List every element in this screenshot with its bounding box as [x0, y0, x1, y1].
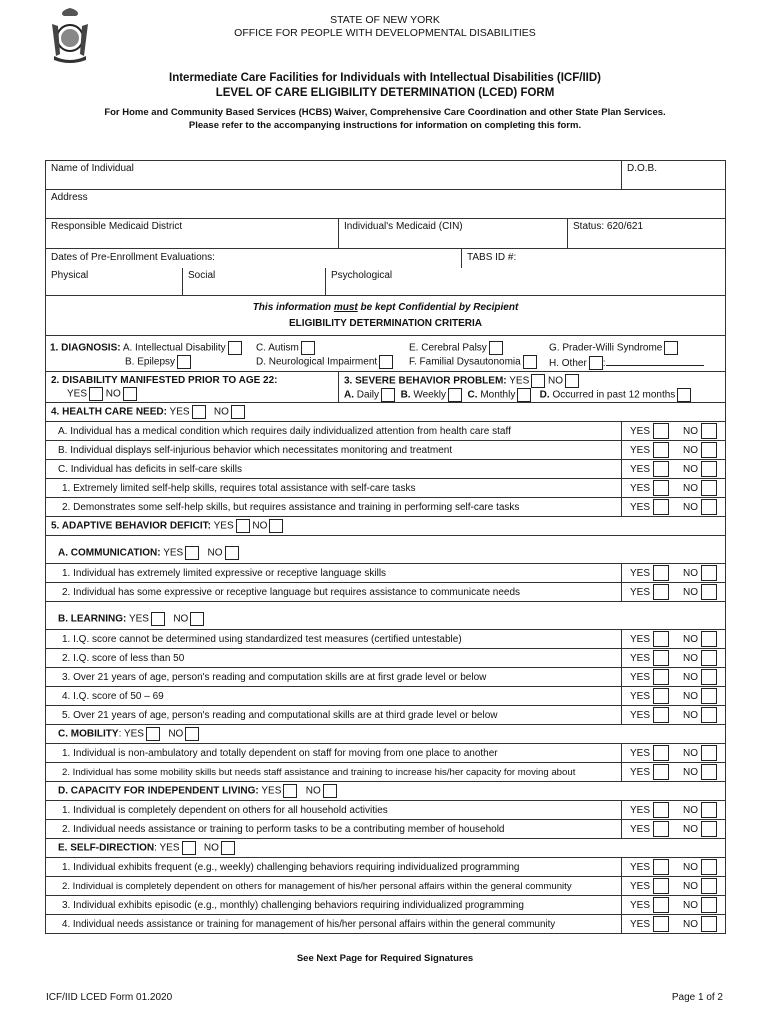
learn5-no-checkbox[interactable] — [701, 707, 717, 723]
comm1-no-checkbox[interactable] — [701, 565, 717, 581]
q4c1-no-checkbox[interactable] — [701, 480, 717, 496]
self1-no-checkbox[interactable] — [701, 859, 717, 875]
cap1-no-checkbox[interactable] — [701, 802, 717, 818]
self-item-1: 1. Individual exhibits frequent (e.g., weekly) challenging behaviors requiring individualized programming — [46, 858, 622, 877]
learn3-yes-checkbox[interactable] — [653, 669, 669, 685]
subtitle-line-1: For Home and Community Based Services (HCBS) Waiver, Comprehensive Care Coordination and other State Plan Services. — [104, 107, 666, 118]
mobility-heading: C. MOBILITY: YES NO — [46, 725, 726, 744]
title-line-2: LEVEL OF CARE ELIGIBILITY DETERMINATION (LCED) FORM — [215, 87, 555, 99]
next-page-note: See Next Page for Required Signatures — [296, 953, 474, 964]
form-version: ICF/IID LCED Form 01.2020 — [46, 992, 173, 1003]
self2-no-checkbox[interactable] — [701, 878, 717, 894]
dx-dysautonomia-checkbox[interactable] — [523, 355, 537, 369]
tabs-id-field[interactable]: TABS ID #: — [467, 252, 517, 263]
learn2-no-checkbox[interactable] — [701, 650, 717, 666]
q2-yes-checkbox[interactable] — [89, 387, 103, 401]
self-item-2: 2. Individual is completely dependent on others for management of his/her personal affairs within the general community — [46, 877, 622, 896]
q4-item-a: A. Individual has a medical condition which requires daily individualized attention from health care staff — [46, 422, 622, 441]
learn-item-3: 3. Over 21 years of age, person's reading and computation skills are at first grade level or below — [46, 668, 622, 687]
mob1-yes-checkbox[interactable] — [653, 745, 669, 761]
q4a-no-checkbox[interactable] — [701, 423, 717, 439]
comm-item-1: 1. Individual has extremely limited expressive or receptive language skills — [46, 564, 622, 583]
q4-yes-checkbox[interactable] — [192, 405, 206, 419]
address-field[interactable]: Address — [46, 190, 726, 219]
mob2-no-checkbox[interactable] — [701, 764, 717, 780]
cap-item-1: 1. Individual is completely dependent on others for all household activities — [46, 801, 622, 820]
self4-no-checkbox[interactable] — [701, 916, 717, 932]
lced-form-table: Name of Individual D.O.B. Address Responsible Medicaid District Individual's Medicaid (CIN) Status: 620/621 Dates of Pre-Enrollment Evaluations: TABS ID #: Physical Social Psychological This information must be kept Confidential by Recipient ELIGIBILITY DETERMINATION CRITERIA 1. DIAGNOSIS: A. Intellectual Disability B. Epilepsy C. Autism D. Neurological Impairment E. Cerebral Palsy F. Familial Dysautonomia G. Prader-Willi Syndrome H. Other : 2. DISABILITY MANIFESTED PRIOR TO AGE 22: YES NO 3. SEVERE BEHAVIOR PROBLEM: YES NO A. Daily B. Weekly C. Monthly D. Occurred in past 12 months 4. HEALTH CARE NEED: YES NO A. Individual has a medical condition which requires daily individualized attention from health care staff YES NO B. Individual displays self-injurious behavior which necessitates monitoring and treatment YES NO C. Individual has deficits in self-care skills YES NO 1. Extremely limited self-help skills, requires total assistance with self-care tasks YES NO 2. Demonstrates some self-help skills, but requires assistance and training in performing self-care tasks YES NO 5. ADAPTIVE BEHAVIOR DEFICIT: YES NO A. COMMUNICATION: YES NO 1. Individual has extremely limited expressive or receptive language skills YES NO 2. Individual has some expressive or receptive language but requires assistance to communicate needs YES NO B. LEARNING: YES NO 1. I.Q. score cannot be determined using standardized test measures (certified untestable) YES NO 2. I.Q. score of less than 50 YES NO 3. Over 21 years of age, person's reading and computation skills are at first grade level or below YES NO 4. I.Q. score of 50 – 69 YES NO 5. Over 21 years of age, person's reading and computational skills are at third grade level or below YES NO C. MOBILITY: YES NO 1. Individual is non-ambulatory and totally dependent on staff for moving from one place to another YES NO 2. Individual has some mobility skills but needs staff assistance and training to increase his/her capacity for moving about YES NO D. CAPACITY FOR INDEPENDENT LIVING: YES NO 1. Individual is completely dependent on others for all household activities YES NO 2. Individual needs assistance or training to perform tasks to be a contributing member of household YES NO E. SELF-DIRECTION: YES NO 1. Individual exhibits frequent (e.g., weekly) challenging behaviors requiring individualized programming YES NO 2. Individual is completely dependent on others for management of his/her personal affairs within the general community YES NO 3. Individual exhibits episodic (e.g., monthly) challenging behaviors requiring individualized programming YES NO 4. Individual needs assistance or training for management of his/her personal affairs within the general community YES NO — [45, 160, 726, 934]
q3-past-year-checkbox[interactable] — [677, 388, 691, 402]
mob-item-2: 2. Individual has some mobility skills but needs staff assistance and training to increase his/her capacity for moving about — [46, 763, 622, 782]
q4b-yes-checkbox[interactable] — [653, 442, 669, 458]
q3-yes-checkbox[interactable] — [531, 374, 545, 388]
q4c2-yes-checkbox[interactable] — [653, 499, 669, 515]
q4-item-c1: 1. Extremely limited self-help skills, requires total assistance with self-care tasks — [46, 479, 622, 498]
dx-intellectual-checkbox[interactable] — [228, 341, 242, 355]
evaluation-dates-label: Dates of Pre-Enrollment Evaluations: — [46, 249, 462, 268]
cin-field[interactable]: Individual's Medicaid (CIN) — [339, 219, 568, 248]
self-yes-checkbox[interactable] — [182, 841, 196, 855]
comm1-yes-checkbox[interactable] — [653, 565, 669, 581]
physical-date-field[interactable]: Physical — [46, 268, 183, 295]
dx-cerebral-palsy-checkbox[interactable] — [489, 341, 503, 355]
office-name: OFFICE FOR PEOPLE WITH DEVELOPMENTAL DISABILITIES — [234, 27, 536, 39]
learn4-no-checkbox[interactable] — [701, 688, 717, 704]
q4c2-no-checkbox[interactable] — [701, 499, 717, 515]
cap1-yes-checkbox[interactable] — [653, 802, 669, 818]
psychological-date-field[interactable]: Psychological — [331, 270, 393, 281]
agency-header — [0, 14, 770, 40]
form-title — [0, 71, 770, 101]
q2-no-checkbox[interactable] — [123, 387, 137, 401]
learn-item-5: 5. Over 21 years of age, person's reading and computational skills are at third grade level or below — [46, 706, 622, 725]
cap-item-2: 2. Individual needs assistance or training to perform tasks to be a contributing member of household — [46, 820, 622, 839]
learn3-no-checkbox[interactable] — [701, 669, 717, 685]
dx-neuro-checkbox[interactable] — [379, 355, 393, 369]
dx-epilepsy-checkbox[interactable] — [177, 355, 191, 369]
dx-other-line[interactable] — [606, 355, 704, 366]
comm2-yes-checkbox[interactable] — [653, 584, 669, 600]
social-date-field[interactable]: Social — [183, 268, 326, 295]
q4c1-yes-checkbox[interactable] — [653, 480, 669, 496]
self3-no-checkbox[interactable] — [701, 897, 717, 913]
comm-yes-checkbox[interactable] — [185, 546, 199, 560]
page-number: Page 1 of 2 — [671, 992, 723, 1003]
q4-no-checkbox[interactable] — [231, 405, 245, 419]
cap-yes-checkbox[interactable] — [283, 784, 297, 798]
q2-disability-age: 2. DISABILITY MANIFESTED PRIOR TO AGE 22: YES NO — [46, 372, 339, 402]
q5-adaptive-behavior: 5. ADAPTIVE BEHAVIOR DEFICIT: YES NO — [46, 517, 726, 536]
learn-yes-checkbox[interactable] — [151, 612, 165, 626]
learn1-no-checkbox[interactable] — [701, 631, 717, 647]
self1-yes-checkbox[interactable] — [653, 859, 669, 875]
self4-yes-checkbox[interactable] — [653, 916, 669, 932]
q4-item-c2: 2. Demonstrates some self-help skills, but requires assistance and training in performing self-care tasks — [46, 498, 622, 517]
comm2-no-checkbox[interactable] — [701, 584, 717, 600]
q4-item-c: C. Individual has deficits in self-care skills — [46, 460, 622, 479]
state-name: STATE OF NEW YORK — [330, 14, 440, 26]
communication-heading: A. COMMUNICATION: YES NO — [46, 536, 726, 564]
dob-field[interactable]: D.O.B. — [622, 161, 726, 190]
learning-heading: B. LEARNING: YES NO — [46, 602, 726, 630]
q3-daily-checkbox[interactable] — [381, 388, 395, 402]
mob-yes-checkbox[interactable] — [146, 727, 160, 741]
dx-prader-willi-checkbox[interactable] — [664, 341, 678, 355]
q4c-no-checkbox[interactable] — [701, 461, 717, 477]
capacity-heading: D. CAPACITY FOR INDEPENDENT LIVING: YES NO — [46, 782, 726, 801]
q4b-no-checkbox[interactable] — [701, 442, 717, 458]
self-direction-heading: E. SELF-DIRECTION: YES NO — [46, 839, 726, 858]
q4a-yes-checkbox[interactable] — [653, 423, 669, 439]
cap-no-checkbox[interactable] — [323, 784, 337, 798]
form-subtitle — [0, 106, 770, 132]
learn-item-1: 1. I.Q. score cannot be determined using standardized test measures (certified untestable) — [46, 630, 622, 649]
subtitle-line-2: Please refer to the accompanying instructions for information on completing this form. — [188, 120, 582, 131]
self-item-4: 4. Individual needs assistance or training for management of his/her personal affairs within the general community — [46, 915, 622, 934]
mob-item-1: 1. Individual is non-ambulatory and totally dependent on staff for moving from one place to another — [46, 744, 622, 763]
learn4-yes-checkbox[interactable] — [653, 688, 669, 704]
q5-yes-checkbox[interactable] — [236, 519, 250, 533]
cap2-yes-checkbox[interactable] — [653, 821, 669, 837]
dx-autism-checkbox[interactable] — [301, 341, 315, 355]
title-line-1: Intermediate Care Facilities for Individuals with Intellectual Disabilities (ICF/IID) — [169, 72, 601, 84]
q3-behavior-problem: 3. SEVERE BEHAVIOR PROBLEM: YES NO A. Daily B. Weekly C. Monthly D. Occurred in past 12 months — [339, 372, 725, 402]
self3-yes-checkbox[interactable] — [653, 897, 669, 913]
q3-monthly-checkbox[interactable] — [517, 388, 531, 402]
criteria-heading: ELIGIBILITY DETERMINATION CRITERIA — [289, 317, 482, 329]
learn-no-checkbox[interactable] — [190, 612, 204, 626]
learn5-yes-checkbox[interactable] — [653, 707, 669, 723]
learn-item-4: 4. I.Q. score of 50 – 69 — [46, 687, 622, 706]
self-item-3: 3. Individual exhibits episodic (e.g., monthly) challenging behaviors requiring individualized programming — [46, 896, 622, 915]
diagnosis-row: 1. DIAGNOSIS: A. Intellectual Disability B. Epilepsy C. Autism D. Neurological Impairment E. Cerebral Palsy F. Familial Dysautonomia G. Prader-Willi Syndrome H. Other : — [46, 336, 726, 372]
mob-no-checkbox[interactable] — [185, 727, 199, 741]
comm-item-2: 2. Individual has some expressive or receptive language but requires assistance to communicate needs — [46, 583, 622, 602]
q3-weekly-checkbox[interactable] — [448, 388, 462, 402]
name-field[interactable]: Name of Individual — [46, 161, 622, 190]
self-no-checkbox[interactable] — [221, 841, 235, 855]
q4-health-care-need: 4. HEALTH CARE NEED: YES NO — [46, 403, 726, 422]
dx-other-checkbox[interactable] — [589, 356, 603, 370]
q5-no-checkbox[interactable] — [269, 519, 283, 533]
learn1-yes-checkbox[interactable] — [653, 631, 669, 647]
mob2-yes-checkbox[interactable] — [653, 764, 669, 780]
cap2-no-checkbox[interactable] — [701, 821, 717, 837]
comm-no-checkbox[interactable] — [225, 546, 239, 560]
mob1-no-checkbox[interactable] — [701, 745, 717, 761]
q4-item-b: B. Individual displays self-injurious behavior which necessitates monitoring and treatment — [46, 441, 622, 460]
confidential-notice: This information must be kept Confidential by Recipient ELIGIBILITY DETERMINATION CRITERIA — [46, 296, 726, 336]
learn2-yes-checkbox[interactable] — [653, 650, 669, 666]
learn-item-2: 2. I.Q. score of less than 50 — [46, 649, 622, 668]
medicaid-district-field[interactable]: Responsible Medicaid District — [46, 219, 339, 248]
q4c-yes-checkbox[interactable] — [653, 461, 669, 477]
q3-no-checkbox[interactable] — [565, 374, 579, 388]
status-field[interactable]: Status: 620/621 — [573, 221, 644, 232]
self2-yes-checkbox[interactable] — [653, 878, 669, 894]
